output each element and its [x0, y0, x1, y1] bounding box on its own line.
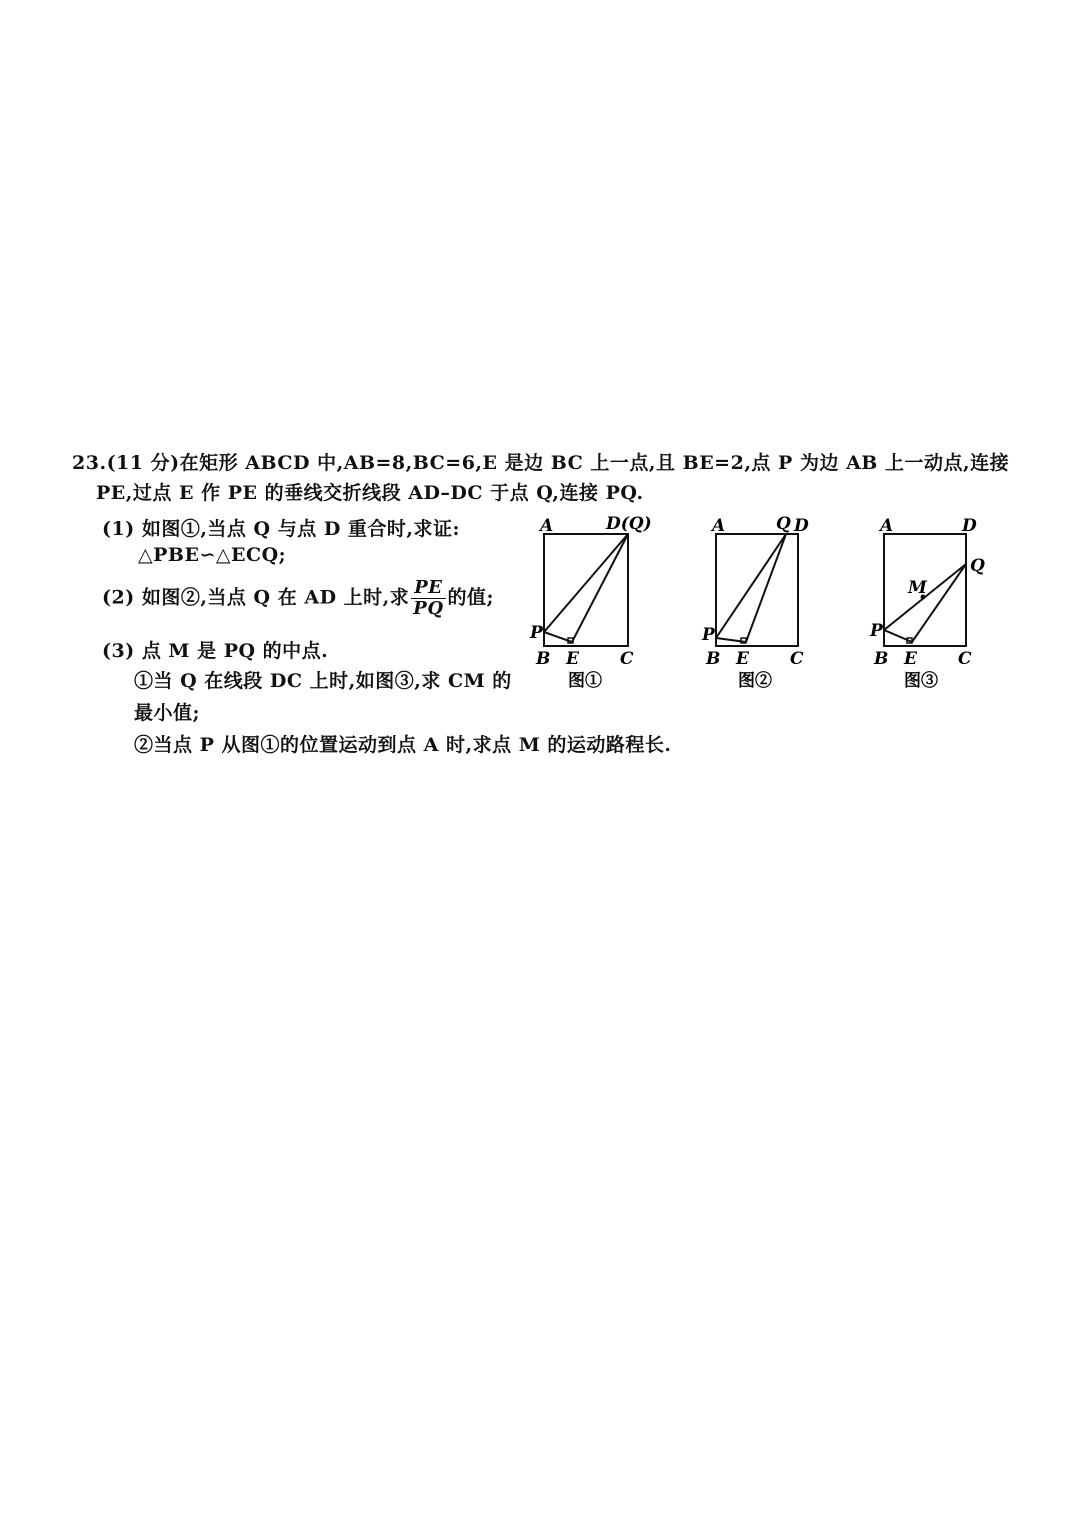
label-b: B — [874, 649, 889, 669]
label-b: B — [536, 649, 551, 669]
problem-points: (11 分) — [106, 452, 180, 474]
label-e: E — [566, 649, 579, 669]
label-d: D — [794, 516, 809, 536]
label-a: A — [712, 516, 726, 536]
label-c: C — [620, 649, 634, 669]
part-2-fraction — [411, 578, 445, 619]
label-c: C — [958, 649, 972, 669]
label-d: D — [962, 516, 977, 536]
rectangle-abcd — [544, 534, 628, 646]
figure-3 — [862, 508, 1002, 698]
label-d-q: D(Q) — [606, 514, 652, 534]
rectangle-abcd — [716, 534, 798, 646]
part-2-line — [102, 578, 494, 619]
label-p: P — [530, 623, 543, 643]
right-angle-mark — [741, 638, 746, 643]
part-3-sub-2-line: ②当点 P 从图①的位置运动到点 A 时,求点 M 的运动路程长. — [134, 734, 672, 756]
statement-line-2: PE,过点 E 作 PE 的垂线交折线段 AD–DC 于点 Q,连接 PQ. — [96, 482, 644, 504]
part-1-line-1: (1) 如图①,当点 Q 与点 D 重合时,求证: — [102, 518, 461, 540]
label-e: E — [904, 649, 917, 669]
label-a: A — [540, 516, 554, 536]
segment-pq — [544, 534, 628, 632]
segment-pe — [884, 630, 912, 642]
part-2-suffix: 的值; — [447, 586, 495, 609]
part-3-sub-1-line-2: 最小值; — [134, 702, 201, 724]
label-b: B — [706, 649, 721, 669]
fraction-denominator: PQ — [413, 598, 444, 619]
figure-2-caption: 图② — [738, 671, 772, 691]
part-1-line-2: △PBE∽△ECQ; — [138, 544, 287, 566]
label-q: Q — [970, 556, 985, 576]
label-a: A — [880, 516, 894, 536]
figure-2 — [694, 508, 834, 698]
label-q: Q — [776, 514, 791, 534]
segment-pq — [716, 534, 786, 638]
label-c: C — [790, 649, 804, 669]
statement-line-1 — [72, 448, 1009, 475]
part-3-sub-1-line-1: ①当 Q 在线段 DC 上时,如图③,求 CM 的 — [134, 670, 512, 692]
figure-1 — [520, 508, 660, 698]
fraction-numerator: PE — [411, 578, 445, 599]
label-e: E — [736, 649, 749, 669]
segment-eq — [912, 564, 966, 642]
problem-number: 23. — [72, 452, 107, 474]
figure-3-caption: 图③ — [904, 671, 938, 691]
problem-statement-1: 在矩形 ABCD 中,AB=8,BC=6,E 是边 BC 上一点,且 BE=2,点 P 为边 AB 上一动点,连接 — [179, 452, 1010, 474]
part-3-line-1: (3) 点 M 是 PQ 的中点. — [102, 640, 329, 662]
part-2-prefix: (2) 如图②,当点 Q 在 AD 上时,求 — [102, 586, 410, 609]
segment-eq — [746, 534, 786, 642]
figure-1-caption: 图① — [568, 671, 602, 691]
label-m: M — [908, 578, 927, 598]
label-p: P — [870, 621, 883, 641]
label-p: P — [702, 625, 715, 645]
